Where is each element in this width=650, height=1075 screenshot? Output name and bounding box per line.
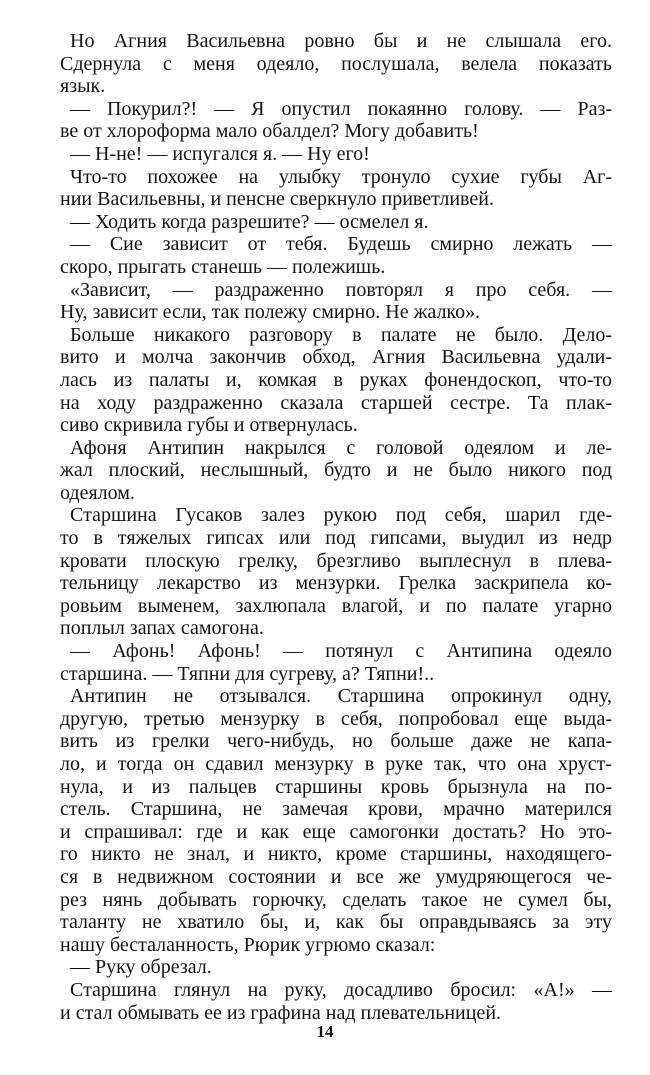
text-line: кровати плоскую грелку, брезгливо выплеснул в плева- [60, 549, 612, 572]
text-line: язык. [60, 75, 106, 98]
text-line: ровьим выменем, захлюпала влагой, и по палате угарно [60, 594, 612, 617]
text-line: — Покурил?! — Я опустил покаянно голову. — Раз- [70, 97, 612, 120]
text-line: на ходу раздраженно сказала старшей сестре. Та плак- [60, 391, 612, 414]
text-line: — Руку обрезал. [70, 956, 212, 979]
text-line: нии Васильевны, и пенсне сверкнуло приветливей. [60, 188, 494, 211]
page-text [60, 30, 612, 1024]
text-line: Ну, зависит если, так полежу смирно. Не жалко». [60, 301, 481, 324]
text-line: поплыл запах самогона. [60, 617, 264, 640]
text-line: ве от хлороформа мало обалдел? Могу добавить! [60, 120, 479, 143]
text-line: и стал обмывать ее из графина над плевательницей. [60, 1001, 502, 1024]
text-line: Старшина глянул на руку, досадливо бросил: «А!» — [70, 978, 612, 1001]
text-line: го никто не знал, и никто, кроме старшины, находящего- [60, 843, 612, 866]
text-line: то в тяжелых гипсах или под гипсами, выудил из недр [60, 527, 612, 550]
text-line: жал плоский, неслышный, будто и не было никого под [60, 459, 612, 482]
text-line: лась из палаты и, комкая в руках фонендоскоп, что-то [60, 368, 612, 391]
text-line: ло, и тогда он сдавил мензурку в руке так, что она хруст- [60, 753, 612, 775]
text-line: вито и молча закончив обход, Агния Васильевна удали- [60, 346, 612, 369]
text-line: сиво скривила губы и отвернулась. [60, 414, 358, 437]
text-line: — Сие зависит от тебя. Будешь смирно лежать — [70, 233, 612, 256]
text-line: Больше никакого разговору в палате не было. Дело- [70, 323, 612, 346]
page-number: 14 [316, 1022, 334, 1041]
text-line: — Ходить когда разрешите? — осмелел я. [70, 210, 429, 233]
text-line: — Афонь! Афонь! — потянул с Антипина одеяло [70, 640, 612, 663]
text-line: ся в недвижном состоянии и все же умудряющегося че- [60, 865, 612, 888]
text-line: нашу бесталанность, Рюрик угрюмо сказал: [60, 933, 436, 956]
text-line: скоро, прыгать станешь — полежишь. [60, 255, 386, 278]
text-line: тельницу лекарство из мензурки. Грелка заскрипела ко- [60, 572, 612, 595]
text-line: таланту не хватило бы, и, как бы оправдываясь за эту [60, 911, 612, 934]
text-line: Афоня Антипин накрылся с головой одеялом и ле- [70, 436, 612, 459]
text-line: Старшина Гусаков залез рукою под себя, шарил где- [70, 504, 612, 527]
text-line: вить из грелки чего-нибудь, но больше даже не капа- [60, 730, 612, 753]
text-line: Что-то похожее на улыбку тронуло сухие губы Аг- [70, 165, 612, 188]
text-line: Но Агния Васильевна ровно бы и не слышала его. [70, 30, 612, 52]
text-line: другую, третью мензурку в себя, попробовал еще выда- [60, 707, 612, 730]
text-line: стель. Старшина, не замечая крови, мрачно матерился [60, 798, 612, 821]
text-line: рез нянь добывать горючку, сделать такое не сумел бы, [60, 888, 612, 911]
text-line: Антипин не отзывался. Старшина опрокинул одну, [70, 685, 612, 708]
text-line: старшина. — Тяпни для сугреву, а? Тяпни!.. [60, 662, 435, 685]
text-line: Сдернула с меня одеяло, послушала, велела показать [60, 52, 612, 75]
text-line: «Зависит, — раздраженно повторял я про себя. — [70, 278, 612, 301]
text-line: и спрашивал: где и как еще самогонки достать? Но это- [60, 820, 612, 843]
text-line: нула, и из пальцев старшины кровь брызнула на по- [60, 775, 612, 798]
text-line: — Н-не! — испугался я. — Ну его! [70, 142, 370, 165]
text-line: одеялом. [60, 481, 135, 504]
